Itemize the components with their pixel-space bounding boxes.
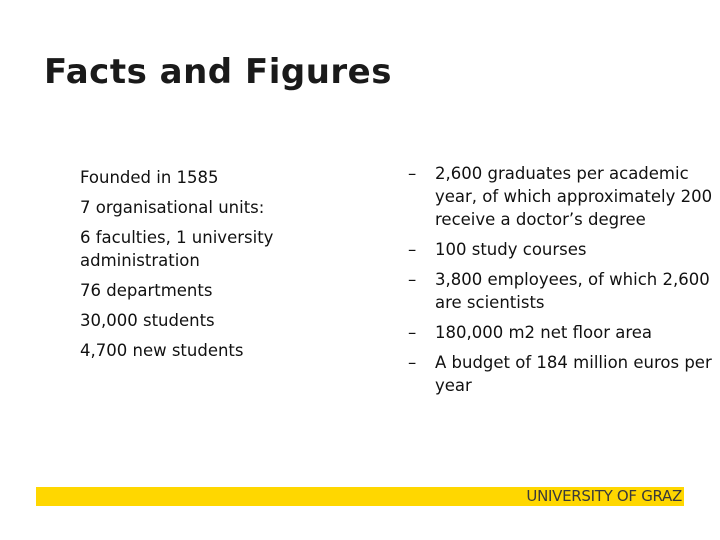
university-logo: UNIVERSITY OF GRAZ xyxy=(526,487,682,505)
list-item: 76 departments xyxy=(80,281,213,300)
list-item: 7 organisational units: xyxy=(80,198,265,217)
slide-title: Facts and Figures xyxy=(44,52,392,92)
list-item: 30,000 students xyxy=(80,311,215,330)
dash-bullet-icon: – xyxy=(408,240,417,259)
list-item xyxy=(408,351,718,397)
list-item: 6 faculties, 1 university administration xyxy=(80,228,274,270)
list-item-text: 3,800 employees, of which 2,600 are scientists xyxy=(435,270,710,312)
list-item-text: A budget of 184 million euros per year xyxy=(435,353,712,395)
facts-list-right xyxy=(408,162,718,404)
dash-bullet-icon: – xyxy=(408,270,417,289)
facts-list-left xyxy=(80,166,310,369)
list-item xyxy=(408,238,718,261)
dash-bullet-icon: – xyxy=(408,164,417,183)
footer-bar xyxy=(36,487,684,506)
list-item xyxy=(408,162,718,231)
dash-bullet-icon: – xyxy=(408,353,417,372)
list-item-text: 180,000 m2 net floor area xyxy=(435,323,653,342)
list-item xyxy=(408,321,718,344)
list-item-text: 2,600 graduates per academic year, of which approximately 200 receive a doctor’s degree xyxy=(435,164,713,229)
dash-bullet-icon: – xyxy=(408,323,417,342)
list-item-text: 100 study courses xyxy=(435,240,587,259)
list-item xyxy=(408,268,718,314)
list-item: 4,700 new students xyxy=(80,341,244,360)
list-item: Founded in 1585 xyxy=(80,168,219,187)
